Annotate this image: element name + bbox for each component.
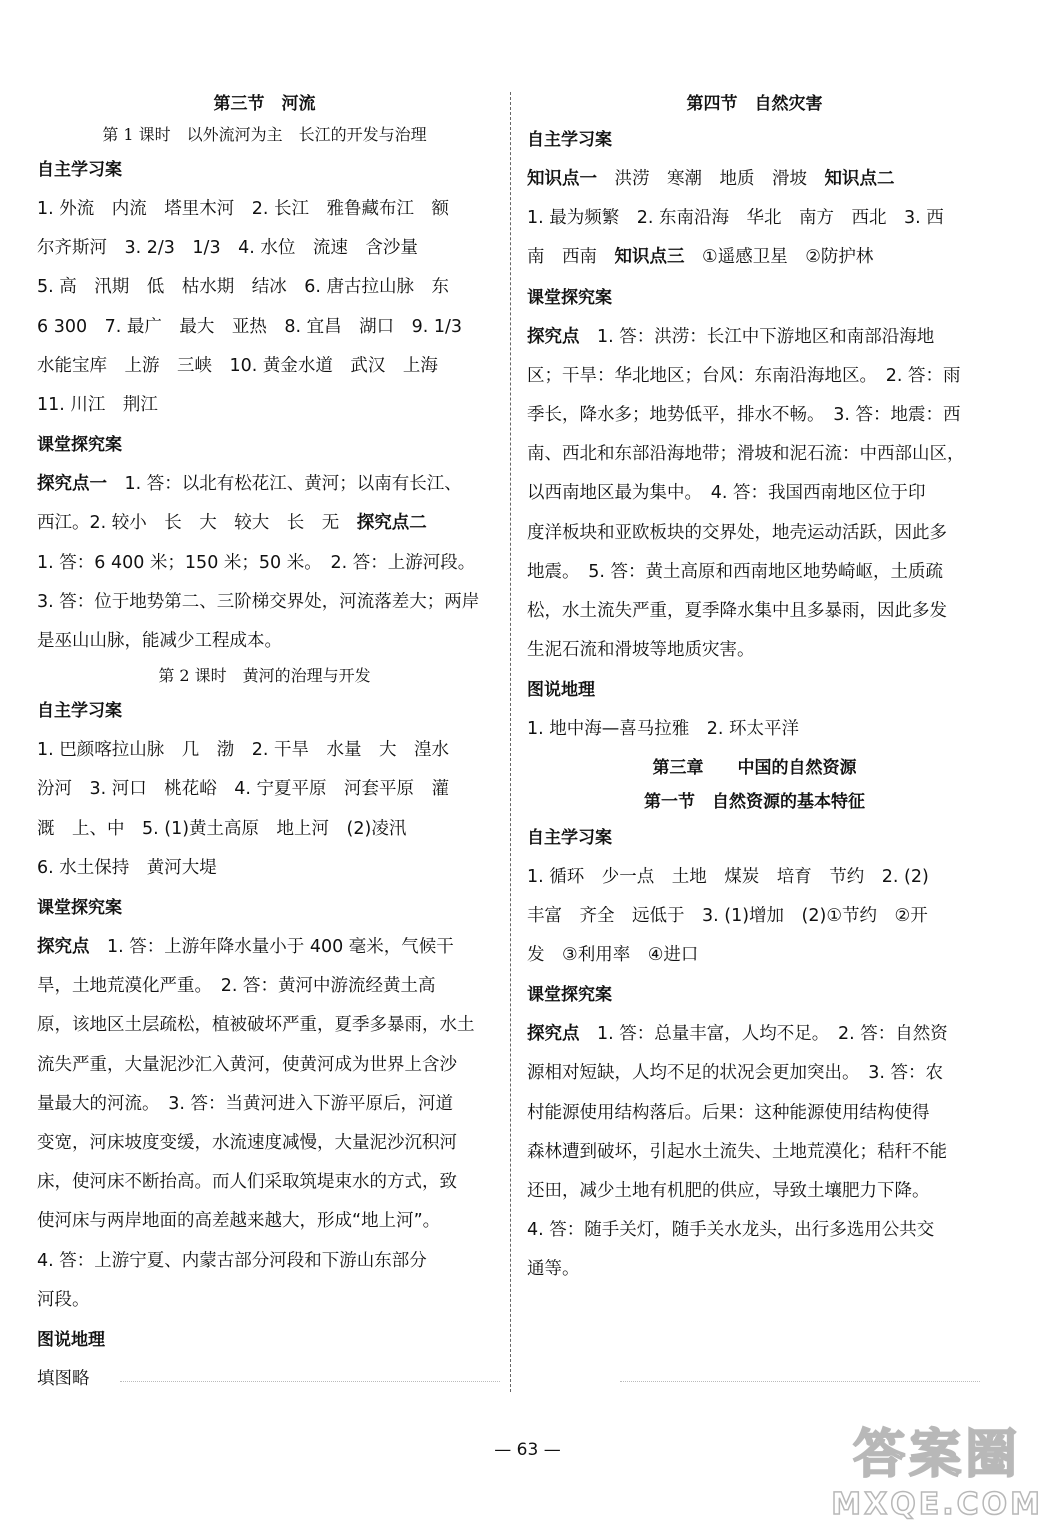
answer-line: 1. 外流 内流 塔里木河 2. 长江 雅鲁藏布江 额 (37, 199, 450, 219)
answer-line: 森林遭到破坏，引起水土流失、土地荒漠化；秸秆不能 (527, 1141, 947, 1162)
dotted-rule (620, 1381, 980, 1383)
dotted-rule (120, 1381, 500, 1383)
heading-self-study: 自主学习案 (527, 130, 612, 150)
answer-line: 6 300 7. 最广 最大 亚热 8. 宜昌 湖口 9. 1/3 (37, 316, 463, 337)
answer-line: 季长，降水多；地势低平，排水不畅。 3. 答：地震：西 (527, 405, 961, 426)
answer-line: 5. 高 汛期 低 枯水期 结冰 6. 唐古拉山脉 东 (37, 277, 450, 298)
section-title: 第一节 自然资源的基本特征 (644, 791, 865, 812)
answer-line: 尔齐斯河 3. 2/3 1/3 4. 水位 流速 含沙量 (37, 238, 418, 259)
answer-line: 知识点一 洪涝 寒潮 地质 滑坡 知识点二 (527, 169, 895, 189)
answer-line: 探究点 1. 答：洪涝：长江中下游地区和南部沿海地 (527, 326, 935, 347)
answer-block (527, 1015, 982, 1289)
heading-self-study: 自主学习案 (37, 701, 122, 722)
answer-block (527, 318, 982, 671)
answer-line: 流失严重，大量泥沙汇入黄河，使黄河成为世界上含沙 (37, 1054, 457, 1075)
answer-line: 河段。 (37, 1289, 90, 1310)
lesson-title: 第 1 课时 以外流河为主 长江的开发与治理 (102, 125, 427, 144)
answer-line: 度洋板块和亚欧板块的交界处，地壳运动活跃，因此多 (527, 522, 947, 543)
answer-line: 床，使河床不断抬高。而人们采取筑堤束水的方式，致 (37, 1172, 457, 1193)
answer-line: 丰富 齐全 远低于 3. (1)增加 (2)①节约 ②开 (527, 905, 928, 926)
answer-line: 水能宝库 上游 三峡 10. 黄金水道 武汉 上海 (37, 355, 438, 376)
answer-line: 使河床与两岸地面的高差越来越大，形成“地上河”。 (37, 1211, 441, 1232)
answer-block (527, 160, 982, 278)
heading-self-study: 自主学习案 (37, 160, 122, 180)
heading-map: 图说地理 (37, 1330, 105, 1351)
left-column (37, 88, 492, 1399)
answer-line: 4. 答：上游宁夏、内蒙古部分河段和下游山东部分 (37, 1250, 427, 1271)
answer-line: 1. 最为频繁 2. 东南沿海 华北 南方 西北 3. 西 (527, 208, 944, 229)
answer-line: 通等。 (527, 1259, 580, 1280)
answer-line: 1. 地中海—喜马拉雅 2. 环太平洋 (527, 719, 800, 740)
answer-line: 3. 答：位于地势第二、三阶梯交界处，河流落差大；两岸 (37, 591, 480, 612)
answer-block (37, 190, 492, 425)
right-column (527, 88, 982, 1290)
answer-line: 西江。2. 较小 长 大 较大 长 无 探究点二 (37, 513, 427, 534)
answer-line: 溉 上、中 5. (1)黄土高原 地上河 (2)凌汛 (37, 818, 407, 839)
answer-line: 还田，减少土地有机肥的供应，导致土壤肥力下降。 (527, 1181, 930, 1202)
heading-map: 图说地理 (527, 680, 595, 701)
answer-line: 地震。 5. 答：黄土高原和西南地区地势崎岖，土质疏 (527, 561, 944, 582)
answer-line: 以西南地区最为集中。 4. 答：我国西南地区位于印 (527, 483, 926, 504)
answer-block (37, 465, 492, 661)
answer-line: 变宽，河床坡度变缓，水流速度减慢，大量泥沙沉积河 (37, 1133, 457, 1154)
page-number: — 63 — (494, 1440, 561, 1460)
heading-self-study: 自主学习案 (527, 827, 612, 848)
chapter-title: 第三章 中国的自然资源 (652, 757, 857, 778)
answer-line: 填图略 (37, 1369, 90, 1390)
answer-line: 南 西南 知识点三 ①遥感卫星 ②防护林 (527, 247, 874, 268)
answer-line: 村能源使用结构落后。后果：这种能源使用结构使得 (527, 1102, 930, 1123)
column-divider (510, 92, 511, 1392)
answer-line: 原，该地区土层疏松，植被破坏严重，夏季多暴雨，水土 (37, 1015, 475, 1036)
watermark-logo (831, 1412, 1043, 1522)
lesson-title: 第 2 课时 黄河的治理与开发 (158, 666, 371, 686)
section-title: 第四节 自然灾害 (686, 94, 823, 114)
answer-line: 探究点一 1. 答：以北有松花江、黄河；以南有长江、 (37, 474, 462, 495)
answer-line: 6. 水土保持 黄河大堤 (37, 857, 217, 878)
answer-line: 是巫山山脉，能减少工程成本。 (37, 631, 282, 652)
answer-line: 探究点 1. 答：总量丰富，人均不足。 2. 答：自然资 (527, 1024, 948, 1045)
watermark-url: MXQE.COM (831, 1487, 1043, 1522)
answer-line: 11. 川江 荆江 (37, 395, 158, 416)
answer-line: 4. 答：随手关灯，随手关水龙头，出行多选用公共交 (527, 1220, 935, 1241)
answer-line: 源相对短缺，人均不足的状况会更加突出。 3. 答：农 (527, 1063, 944, 1084)
answer-line: 量最大的河流。 3. 答：当黄河进入下游平原后，河道 (37, 1093, 454, 1114)
answer-line: 探究点 1. 答：上游年降水量小于 400 毫米，气候干 (37, 937, 454, 958)
answer-block (37, 928, 492, 1320)
answer-line: 1. 答：6 400 米；150 米；50 米。 2. 答：上游河段。 (37, 552, 476, 573)
heading-classroom: 课堂探究案 (37, 435, 122, 456)
section-title: 第三节 河流 (213, 94, 316, 114)
heading-classroom: 课堂探究案 (37, 898, 122, 919)
watermark-text: 答案圈 (853, 1425, 1022, 1485)
answer-line: 南、西北和东部沿海地带；滑坡和泥石流：中西部山区， (527, 444, 965, 465)
answer-line: 汾河 3. 河口 桃花峪 4. 宁夏平原 河套平原 灌 (37, 779, 450, 800)
answer-line: 1. 循环 少一点 土地 煤炭 培育 节约 2. (2) (527, 866, 929, 887)
answer-line: 发 ③利用率 ④进口 (527, 945, 699, 966)
answer-block (37, 731, 492, 888)
answer-line: 区；干旱：华北地区；台风：东南沿海地区。 2. 答：雨 (527, 365, 961, 386)
answer-line: 1. 巴颜喀拉山脉 几 渤 2. 干旱 水量 大 湟水 (37, 740, 450, 761)
answer-line: 旱，土地荒漠化严重。 2. 答：黄河中游流经黄土高 (37, 976, 436, 997)
heading-classroom: 课堂探究案 (527, 287, 612, 308)
answer-block (527, 858, 982, 976)
answer-line: 松，水土流失严重，夏季降水集中且多暴雨，因此多发 (527, 601, 947, 622)
heading-classroom: 课堂探究案 (527, 985, 612, 1006)
answer-line: 生泥石流和滑坡等地质灾害。 (527, 640, 755, 661)
